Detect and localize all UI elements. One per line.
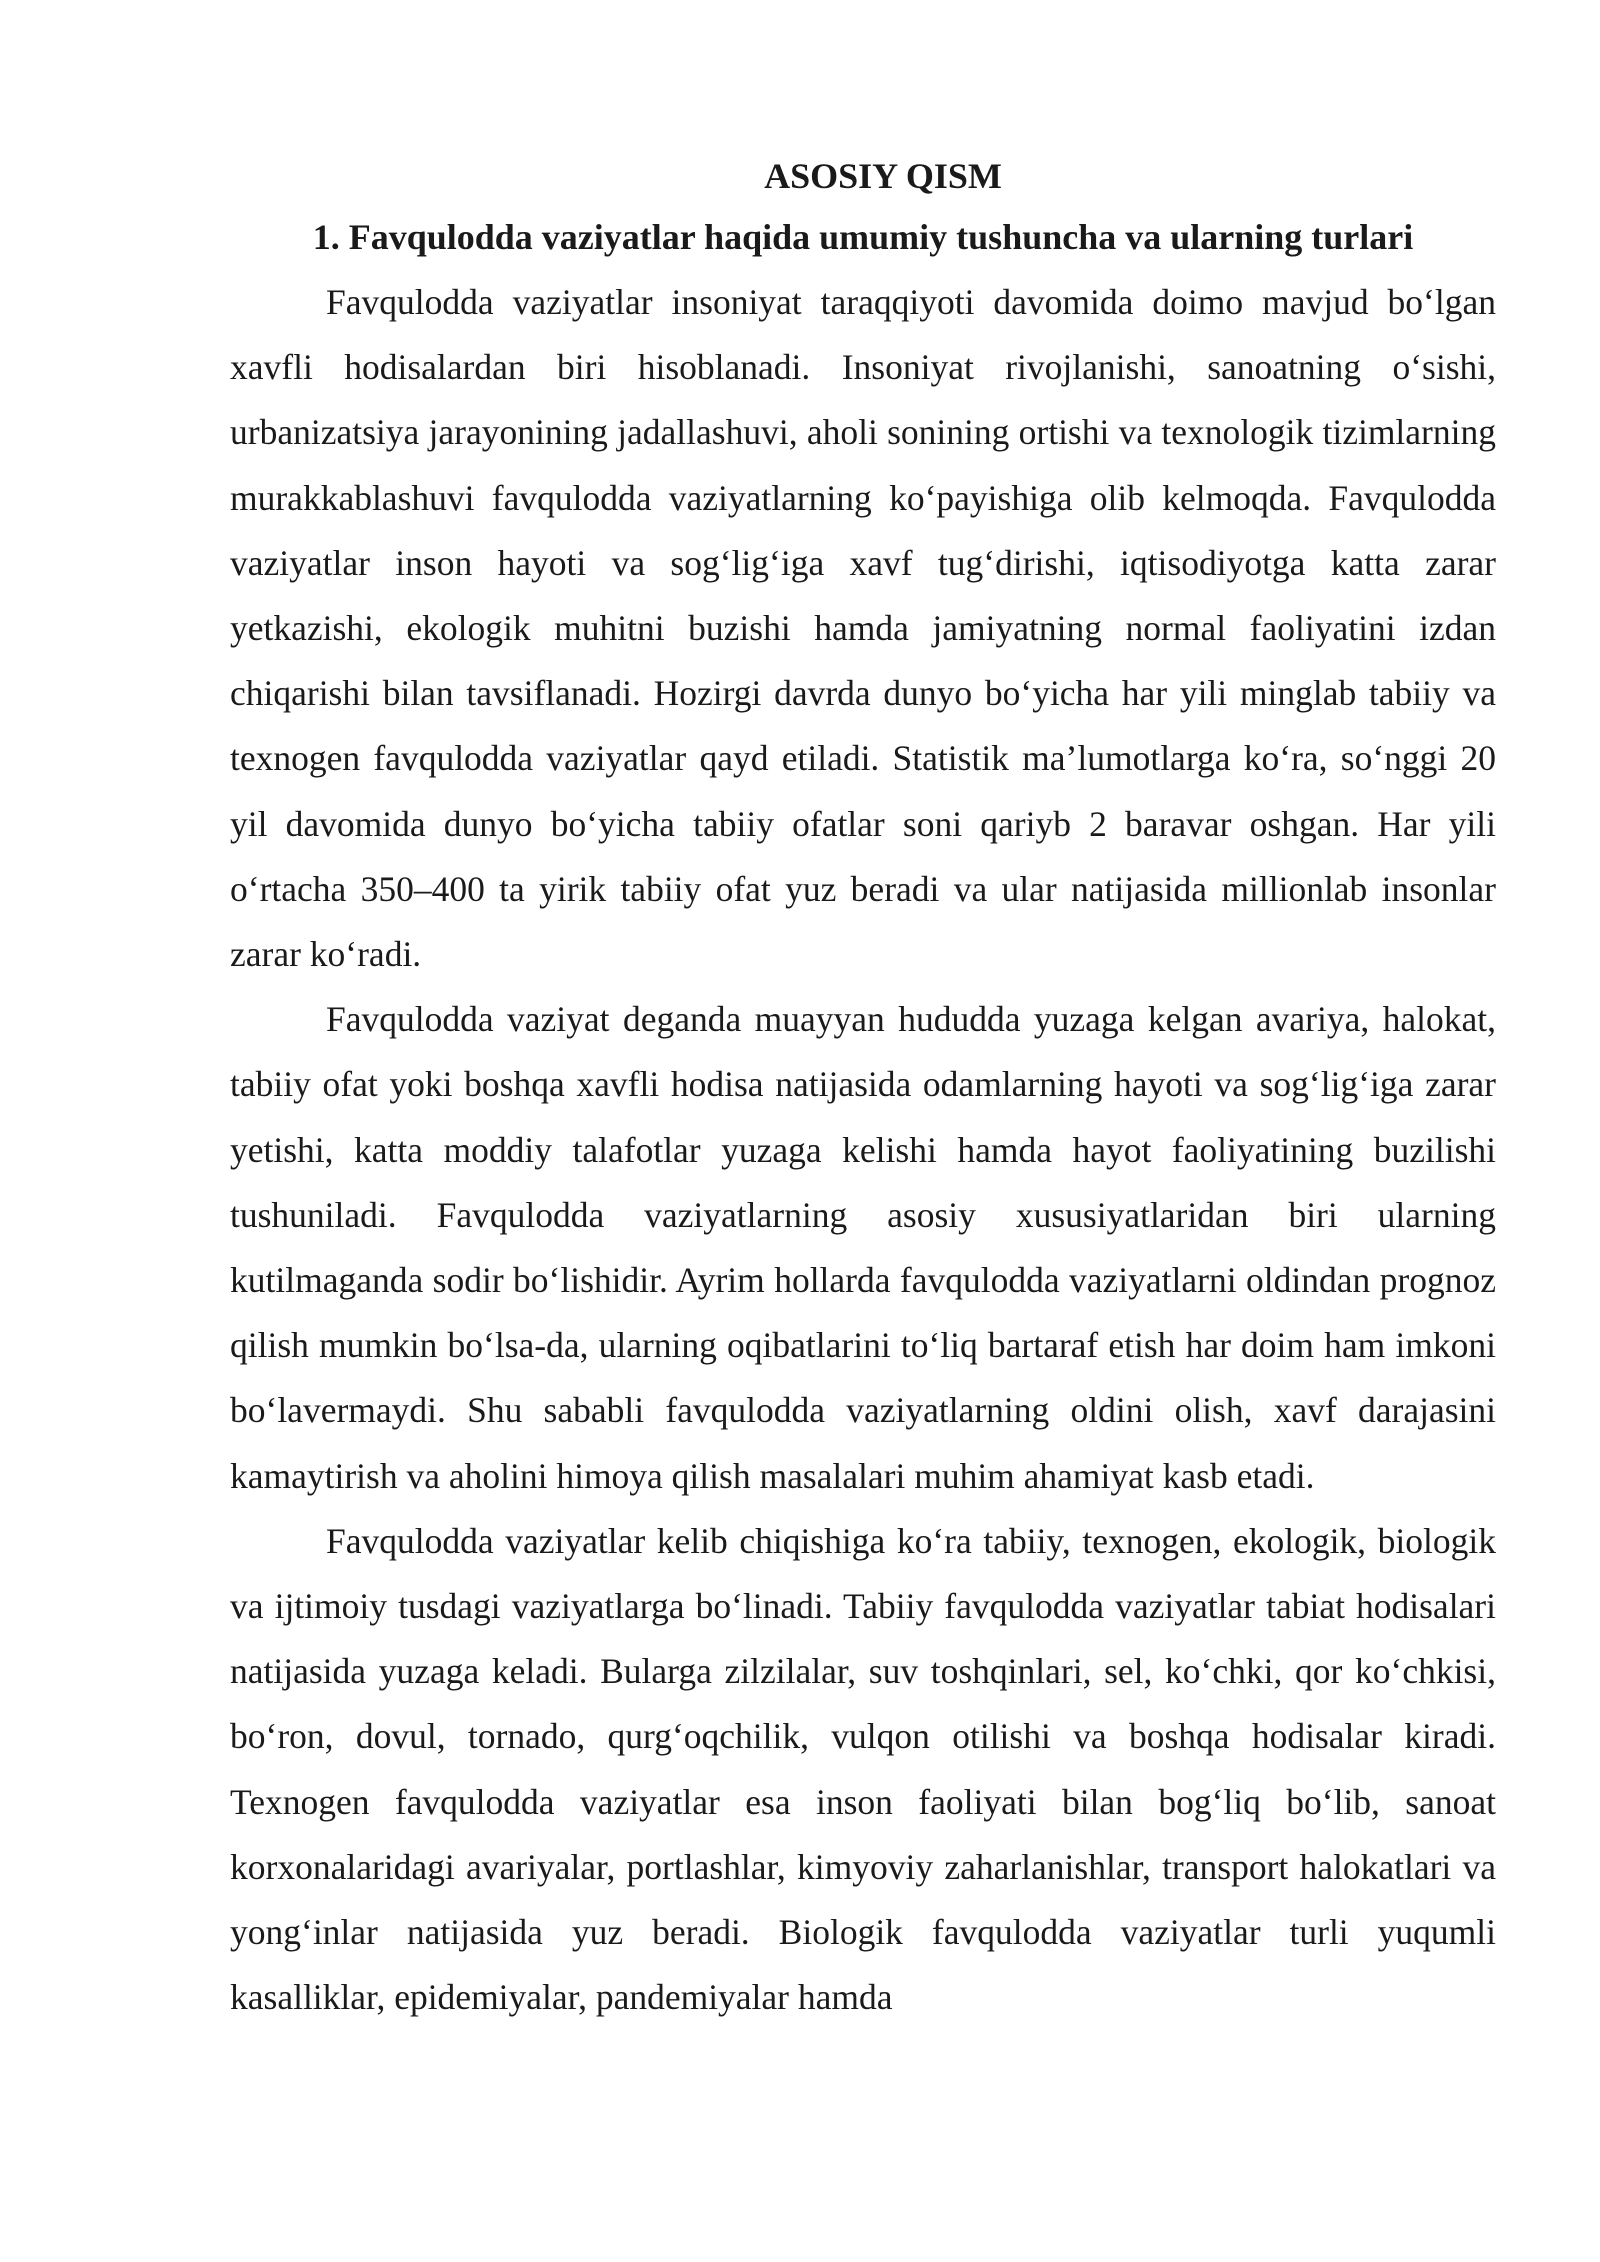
paragraph-2: Favqulodda vaziyat deganda muayyan hududda yuzaga kelgan avariya, halokat, tabiiy ofat yoki boshqa xavfli hodisa natijasida odamlarning hayoti va sog‘lig‘iga zarar yetishi, katta moddiy talafotlar yuzaga kelishi hamda hayot faoliyatining buzilishi tushuniladi. Favqulodda vaziyatlarning asosiy xususiyatlaridan biri ularning kutilmaganda sodir bo‘lishidir. Ayrim hollarda favqulodda vaziyatlarni oldindan prognoz qilish mumkin bo‘lsa-da, ularning oqibatlarini to‘liq bartaraf etish har doim ham imkoni bo‘lavermaydi. Shu sababli favqulodda vaziyatlarning oldini olish, xavf darajasini kamaytirish va aholini himoya qilish masalalari muhim ahamiyat kasb etadi. xyxy=(230,999,1496,1496)
document-heading: ASOSIY QISM xyxy=(764,156,1002,196)
paragraph-3: Favqulodda vaziyatlar kelib chiqishiga ko‘ra tabiiy, texnogen, ekologik, biologik va ijtimoiy tusdagi vaziyatlarga bo‘linadi. Tabiiy favqulodda vaziyatlar tabiat hodisalari natijasida yuzaga keladi. Bularga zilzilalar, suv toshqinlari, sel, ko‘chki, qor ko‘chkisi, bo‘ron, dovul, tornado, qurg‘oqchilik, vulqon otilishi va boshqa hodisalar kiradi. Texnogen favqulodda vaziyatlar esa inson faoliyati bilan bog‘liq bo‘lib, sanoat korxonalaridagi avariyalar, portlashlar, kimyoviy zaharlanishlar, transport halokatlari va yong‘inlar natijasida yuz beradi. Biologik favqulodda vaziyatlar turli yuqumli kasalliklar, epidemiyalar, pandemiyalar hamda xyxy=(230,1520,1496,2018)
section-title: 1. Favqulodda vaziyatlar haqida umumiy tushuncha va ularning turlari xyxy=(312,217,1414,257)
paragraph-1: Favqulodda vaziyatlar insoniyat taraqqiyoti davomida doimo mavjud bo‘lgan xavfli hodisalardan biri hisoblanadi. Insoniyat rivojlanishi, sanoatning o‘sishi, urbanizatsiya jarayonining jadallashuvi, aholi sonining ortishi va texnologik tizimlarning murakkablashuvi favqulodda vaziyatlarning ko‘payishiga olib kelmoqda. Favqulodda vaziyatlar inson hayoti va sog‘lig‘iga xavf tug‘dirishi, iqtisodiyotga katta zarar yetkazishi, ekologik muhitni buzishi hamda jamiyatning normal faoliyatini izdan chiqarishi bilan tavsiflanadi. Hozirgi davrda dunyo bo‘yicha har yili minglab tabiiy va texnogen favqulodda vaziyatlar qayd etiladi. Statistik ma’lumotlarga ko‘ra, so‘nggi 20 yil davomida dunyo bo‘yicha tabiiy ofatlar soni qariyb 2 baravar oshgan. Har yili o‘rtacha 350–400 ta yirik tabiiy ofat yuz beradi va ular natijasida millionlab insonlar zarar ko‘radi. xyxy=(230,282,1496,975)
document-page xyxy=(230,148,1496,2030)
